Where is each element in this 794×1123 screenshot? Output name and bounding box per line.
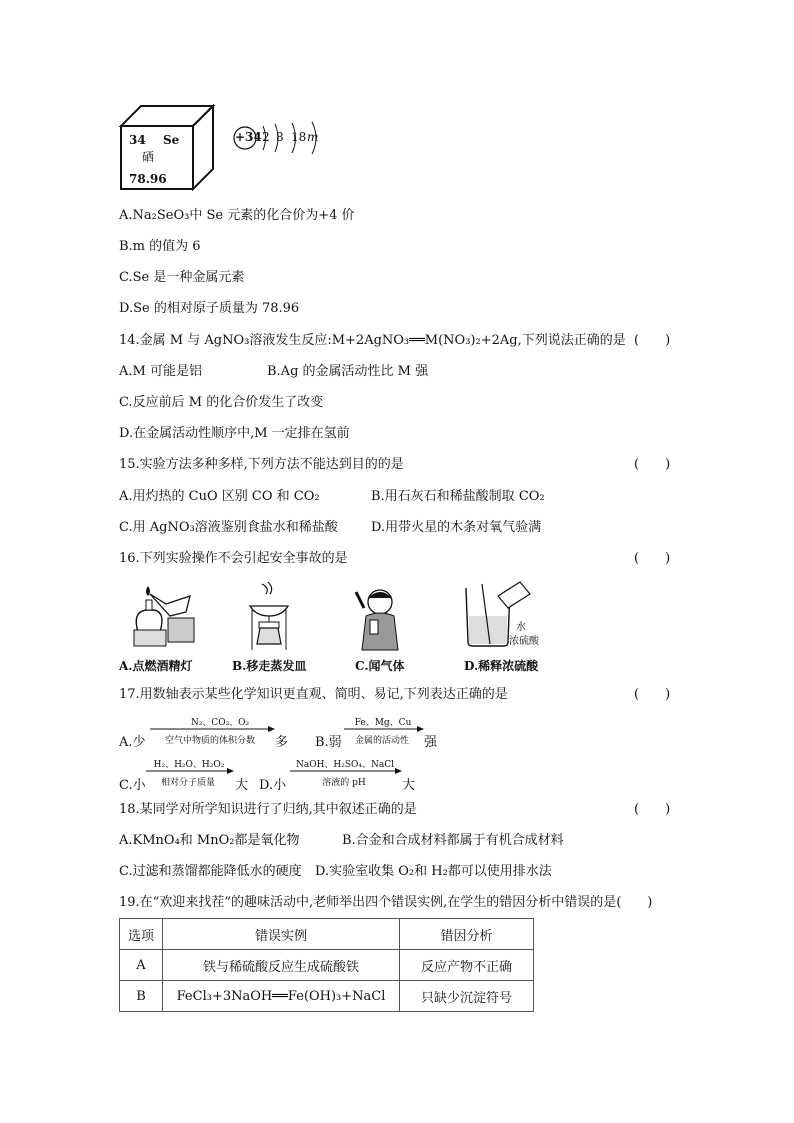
q17a-bottom: 空气中物质的体积分数 xyxy=(164,736,255,746)
q13-option-d: D.Se 的相对原子质量为 78.96 xyxy=(119,301,300,316)
q15-option-c: C.用 AgNO₃溶液鉴别食盐水和稀盐酸 xyxy=(119,520,338,535)
q18-paren: ( ) xyxy=(634,802,671,817)
q16-paren: ( ) xyxy=(634,551,671,566)
moving-evaporating-dish-illustration xyxy=(244,580,294,652)
q17c-prefix: C.小 xyxy=(119,778,146,793)
q16-option-a: A.点燃酒精灯 xyxy=(119,659,193,673)
row-b-analysis: 只缺少沉淀符号 xyxy=(400,981,534,1012)
q15-option-d: D.用带火星的木条对氧气验满 xyxy=(371,520,542,535)
q17d-bottom: 溶液的 pH xyxy=(322,778,366,788)
q16-stem: 16.下列实验操作不会引起安全事故的是 xyxy=(119,551,348,566)
q14-paren: ( ) xyxy=(634,333,671,348)
q17b-prefix: B.弱 xyxy=(315,735,342,750)
q18-option-b: B.合金和合成材料都属于有机合成材料 xyxy=(342,833,564,848)
q18-stem: 18.某同学对所学知识进行了归纳,其中叙述正确的是 xyxy=(119,802,417,817)
row-a-analysis: 反应产物不正确 xyxy=(400,950,534,981)
q17-paren: ( ) xyxy=(634,687,671,702)
row-a-example: 铁与稀硫酸反应生成硫酸铁 xyxy=(163,950,400,981)
q15-option-a: A.用灼热的 CuO 区别 CO 和 CO₂ xyxy=(119,489,320,504)
q16-option-b: B.移走蒸发皿 xyxy=(232,659,307,673)
shell-1: 2 xyxy=(262,130,270,144)
q17b-top: Fe、Mg、Cu xyxy=(354,718,412,728)
element-name: 硒 xyxy=(142,150,155,164)
q13-option-c: C.Se 是一种金属元素 xyxy=(119,270,245,285)
q17c-suffix: 大 xyxy=(235,778,249,793)
shell-3: 18 xyxy=(291,130,307,144)
q17a-prefix: A.少 xyxy=(119,735,146,750)
q19-stem: 19.在“欢迎来找茬”的趣味活动中,老师举出四个错误实例,在学生的错因分析中错误的是( ) xyxy=(119,895,653,910)
header-example: 错误实例 xyxy=(163,919,400,950)
row-a-option: A xyxy=(120,950,163,981)
water-label: 水 xyxy=(516,622,526,633)
q17a-suffix: 多 xyxy=(275,735,289,750)
q14-option-b: B.Ag 的金属活动性比 M 强 xyxy=(267,364,429,379)
q14-option-d: D.在金属活动性顺序中,M 一定排在氢前 xyxy=(119,426,350,441)
q17a-arrow xyxy=(150,725,275,733)
q17-stem: 17.用数轴表示某些化学知识更直观、简明、易记,下列表达正确的是 xyxy=(119,687,508,702)
acid-label: 浓硫酸 xyxy=(509,636,539,647)
nucleus-charge: +34 xyxy=(235,130,262,144)
q18-option-c: C.过滤和蒸馏都能降低水的硬度 xyxy=(119,864,302,879)
q17b-arrow xyxy=(344,725,424,733)
smelling-gas-illustration xyxy=(350,580,406,652)
table-row xyxy=(120,950,534,981)
error-analysis-table xyxy=(119,918,534,1012)
q17b-suffix: 强 xyxy=(424,735,438,750)
table-row xyxy=(120,981,534,1012)
q13-option-b: B.m 的值为 6 xyxy=(119,239,201,254)
q15-paren: ( ) xyxy=(634,457,671,472)
q14-stem: 14.金属 M 与 AgNO₃溶液发生反应:M+2AgNO₃══M(NO₃)₂+2Ag,下列说法正确的是 xyxy=(119,333,626,348)
lighting-alcohol-lamp-illustration xyxy=(126,582,198,652)
row-b-option: B xyxy=(120,981,163,1012)
atomic-mass: 78.96 xyxy=(129,172,167,186)
q18-option-a: A.KMnO₄和 MnO₂都是氧化物 xyxy=(119,833,300,848)
q15-option-b: B.用石灰石和稀盐酸制取 CO₂ xyxy=(371,489,545,504)
q17d-suffix: 大 xyxy=(402,778,416,793)
q17b-bottom: 金属的活动性 xyxy=(354,736,409,746)
q17c-bottom: 相对分子质量 xyxy=(160,778,215,788)
q17c-top: H₂、H₂O、H₂O₂ xyxy=(153,760,225,770)
q15-stem: 15.实验方法多种多样,下列方法不能达到目的的是 xyxy=(119,457,404,472)
q17c-arrow xyxy=(146,767,234,775)
header-option: 选项 xyxy=(120,919,163,950)
q16-option-d: D.稀释浓硫酸 xyxy=(464,659,539,673)
q14-option-a: A.M 可能是铝 xyxy=(119,364,202,379)
q18-option-d: D.实验室收集 O₂和 H₂都可以使用排水法 xyxy=(315,864,552,879)
q13-option-a: A.Na₂SeO₃中 Se 元素的化合价为+4 价 xyxy=(119,208,355,223)
element-symbol: Se xyxy=(163,133,180,147)
shell-4: m xyxy=(307,130,319,144)
q14-option-c: C.反应前后 M 的化合价发生了改变 xyxy=(119,395,324,410)
q17a-top: N₂、CO₂、O₂ xyxy=(190,718,250,728)
table-header-row xyxy=(120,919,534,950)
q17d-arrow xyxy=(290,767,402,775)
row-b-example: FeCl₃+3NaOH══Fe(OH)₃+NaCl xyxy=(163,981,400,1012)
shell-2: 8 xyxy=(276,130,284,144)
q17d-prefix: D.小 xyxy=(259,778,287,793)
atomic-number: 34 xyxy=(129,133,146,147)
q17d-top: NaOH、H₂SO₄、NaCl xyxy=(295,760,395,770)
header-analysis: 错因分析 xyxy=(400,919,534,950)
q16-option-c: C.闻气体 xyxy=(355,659,405,673)
